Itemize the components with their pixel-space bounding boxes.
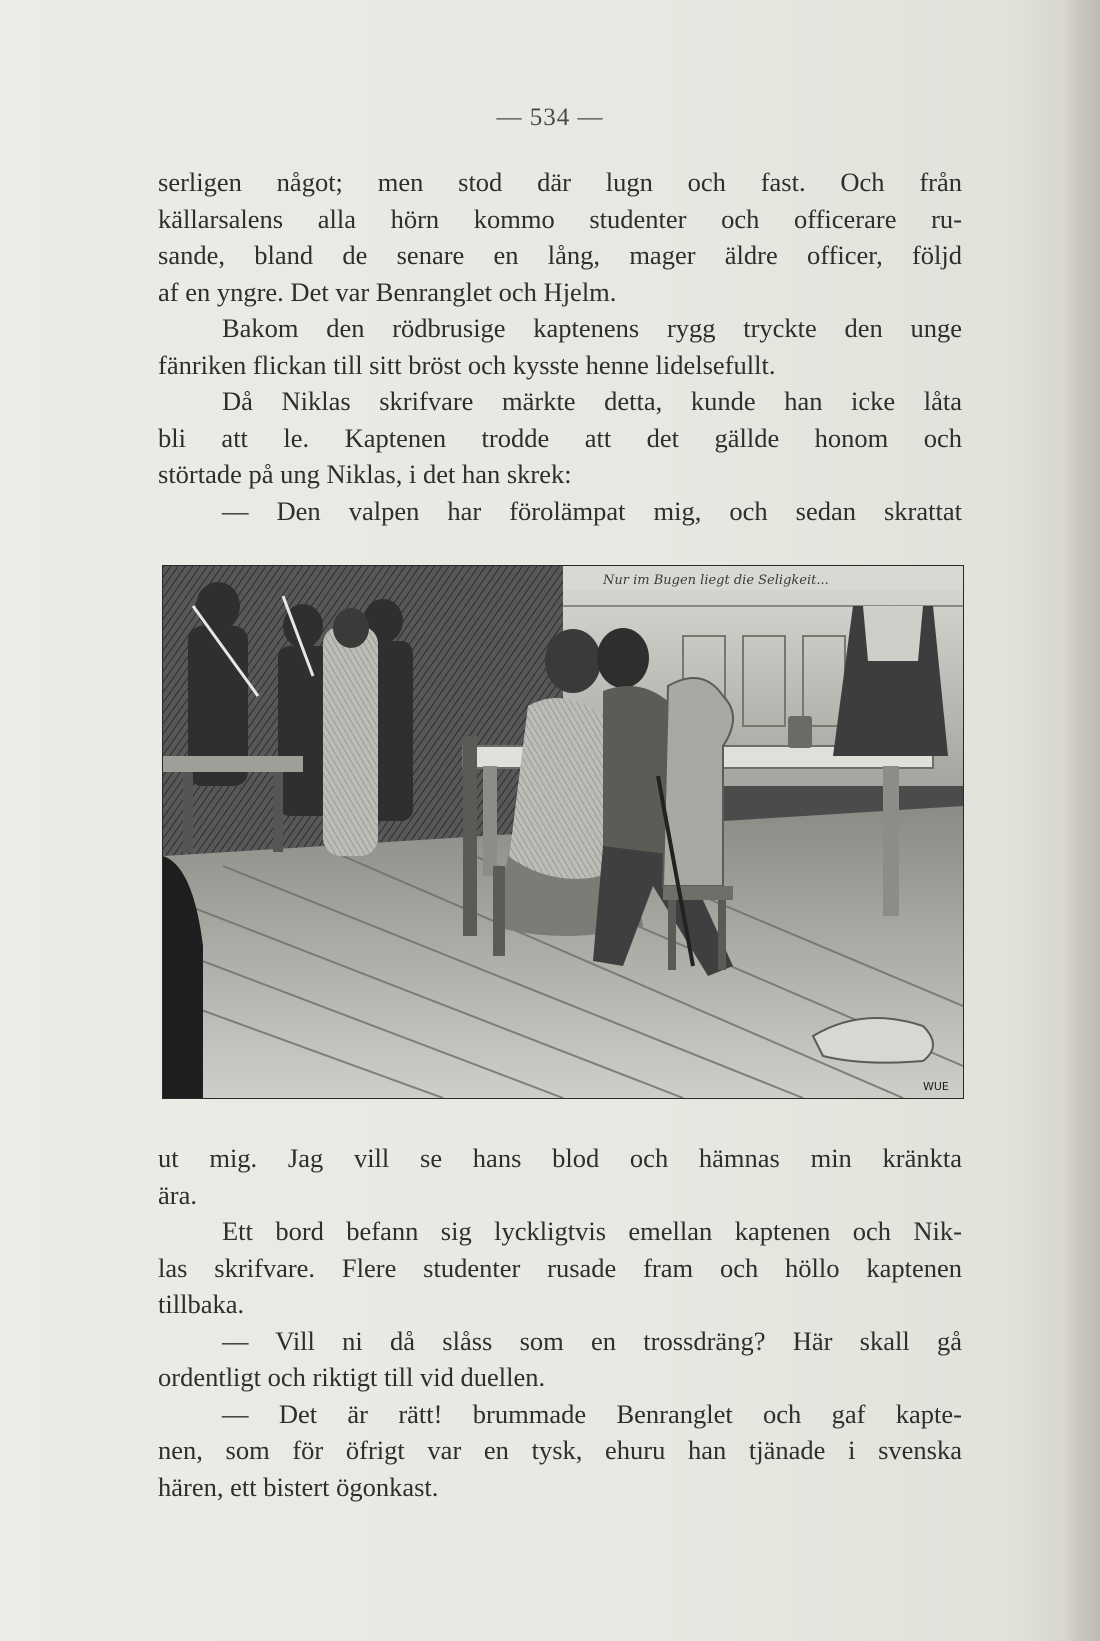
page-edge-shadow [1064, 0, 1100, 1641]
text-line: sande, bland de senare en lång, mager äldre officer, följd [158, 240, 962, 270]
text-line: störtade på ung Niklas, i det han skrek: [158, 459, 572, 489]
text-line: bli att le. Kaptenen trodde att det gällde honom och [158, 422, 962, 453]
text-line: källarsalens alla hörn kommo studenter och officerare ru- [158, 203, 962, 234]
text-line: af en yngre. Det var Benranglet och Hjelm. [158, 276, 617, 307]
text-line: hären, ett bistert ögonkast. [158, 1471, 439, 1502]
page-number: — 534 — [496, 104, 604, 131]
text-line: serligen något; men stod där lugn och fast. Och från [158, 167, 962, 197]
text-line: las skrifvare. Flere studenter rusade fram och höllo kaptenen [158, 1252, 962, 1283]
text-line: tillbaka. [158, 1289, 245, 1319]
text-line: ut mig. Jag vill se hans blod och hämnas min kränkta [158, 1143, 962, 1173]
text-line: ordentligt och riktigt till vid duellen. [158, 1362, 546, 1392]
text-block-bottom [158, 1140, 962, 1505]
text-line: Ett bord befann sig lyckligtvis emellan kaptenen och Nik- [222, 1216, 962, 1246]
text-line: Bakom den rödbrusige kaptenens rygg tryckte den unge [222, 313, 962, 343]
illustration-engraving [163, 566, 963, 1098]
text-line: ära. [158, 1179, 197, 1210]
text-line: — Vill ni då slåss som en trossdräng? Här skall gå [222, 1325, 962, 1356]
illustration-signature: WUE [923, 1080, 949, 1093]
text-line: nen, som för öfrigt var en tysk, ehuru han tjänade i svenska [158, 1435, 962, 1465]
text-block-top [158, 164, 962, 529]
text-line: — Den valpen har förolämpat mig, och sedan skrattat [222, 495, 962, 526]
illustration-banner-text: Nur im Bugen liegt die Seligkeit... [603, 573, 829, 588]
illustration [162, 565, 964, 1099]
text-line: fänriken flickan till sitt bröst och kysste henne lidelsefullt. [158, 349, 776, 380]
text-line: — Det är rätt! brummade Benranglet och gaf kapte- [222, 1398, 962, 1429]
text-line: Då Niklas skrifvare märkte detta, kunde han icke låta [222, 386, 962, 416]
